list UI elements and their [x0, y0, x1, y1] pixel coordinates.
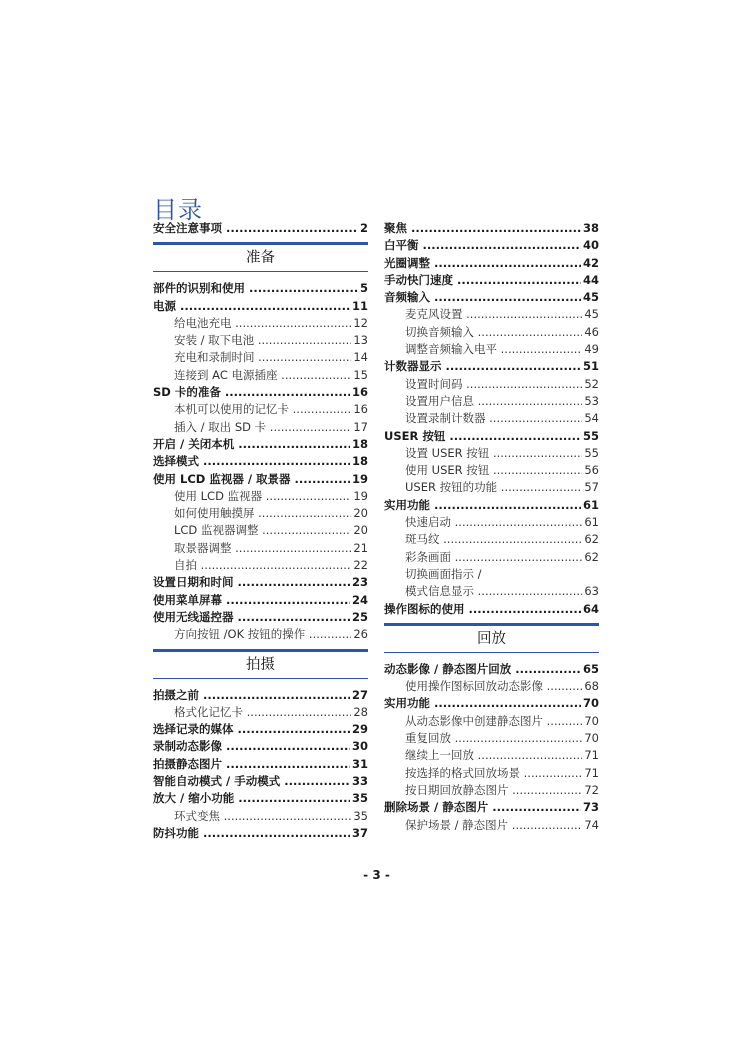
toc-entry-page: 68	[582, 678, 599, 695]
toc-entry[interactable]	[384, 255, 599, 272]
toc-entry-page: 13	[351, 332, 368, 349]
toc-entry-title: 如何使用触摸屏 .....	[174, 505, 368, 522]
toc-entry-page: 52	[582, 376, 599, 393]
toc-entry[interactable]	[153, 367, 368, 384]
toc-entry[interactable]	[153, 773, 368, 790]
toc-entry[interactable]	[153, 298, 368, 315]
toc-column-left	[153, 220, 368, 842]
toc-entry-page: 18	[350, 453, 368, 470]
toc-entry[interactable]	[384, 601, 599, 618]
toc-entry-title: 使用 LCD 监视器 .....	[174, 488, 368, 505]
toc-entry-title: 按选择的格式回放场景 .....	[405, 765, 599, 782]
toc-entry[interactable]	[153, 540, 368, 557]
toc-entry-page: 38	[581, 220, 599, 237]
toc-entry[interactable]	[384, 324, 599, 341]
section-heading: 拍摄	[153, 649, 368, 679]
toc-entry[interactable]	[153, 436, 368, 453]
toc-entry-title: 设置时间码 .....	[405, 376, 599, 393]
toc-entry[interactable]	[384, 220, 599, 237]
toc-entry-page: 55	[582, 445, 599, 462]
toc-entry-page: 26	[351, 626, 368, 643]
toc-entry-page: 16	[351, 401, 368, 418]
toc-entry-title: 方向按钮 /OK 按钮的操作 .....	[174, 626, 368, 643]
toc-entry-page: 44	[581, 272, 599, 289]
toc-entry[interactable]	[384, 428, 599, 445]
toc-entry-page: 70	[581, 695, 599, 712]
toc-entry[interactable]	[384, 765, 599, 782]
toc-entry[interactable]	[153, 738, 368, 755]
toc-entry-page: 20	[351, 505, 368, 522]
toc-entry[interactable]	[153, 687, 368, 704]
toc-entry-page: 33	[350, 773, 368, 790]
toc-entry[interactable]	[384, 272, 599, 289]
toc-entry-page: 61	[581, 497, 599, 514]
toc-entry-title: 选择模式 .....	[153, 453, 368, 470]
toc-entry[interactable]	[153, 471, 368, 488]
toc-entry-title: 充电和录制时间 .....	[174, 349, 368, 366]
toc-entry-page: 21	[351, 540, 368, 557]
toc-entry-title: 智能自动模式 / 手动模式 .....	[153, 773, 368, 790]
toc-entry[interactable]	[384, 531, 599, 548]
toc-entry[interactable]	[384, 358, 599, 375]
toc-entry-page: 35	[351, 808, 368, 825]
toc-entry-page: 22	[351, 557, 368, 574]
toc-entry-title: 斑马纹 .....	[405, 531, 599, 548]
toc-entry-title: 电源 .....	[153, 298, 368, 315]
toc-entry-title: 自拍 .....	[174, 557, 368, 574]
toc-entry-title: 给电池充电 .....	[174, 315, 368, 332]
toc-entry[interactable]	[384, 462, 599, 479]
toc-entry[interactable]	[153, 349, 368, 366]
toc-entry[interactable]	[153, 384, 368, 401]
toc-entry[interactable]	[384, 306, 599, 323]
toc-entry[interactable]	[153, 488, 368, 505]
toc-entry-title: 本机可以使用的记忆卡 .....	[174, 401, 368, 418]
toc-entry-title: 连接到 AC 电源插座 .....	[174, 367, 368, 384]
toc-entry-title: 计数器显示 .....	[384, 358, 599, 375]
toc-entry-page: 17	[351, 419, 368, 436]
toc-entry[interactable]	[153, 756, 368, 773]
toc-entry-title: 拍摄静态图片 .....	[153, 756, 368, 773]
toc-entry-title: 重复回放 .....	[405, 730, 599, 747]
toc-entry[interactable]	[384, 747, 599, 764]
toc-entry[interactable]	[384, 566, 599, 583]
toc-entry[interactable]	[153, 453, 368, 470]
toc-entry-page: 49	[582, 341, 599, 358]
toc-entry[interactable]	[153, 626, 368, 643]
toc-entry-title: 删除场景 / 静态图片 .....	[384, 799, 599, 816]
toc-entry-title: 环式变焦 .....	[174, 808, 368, 825]
toc-entry[interactable]	[384, 817, 599, 834]
toc-entry-page: 61	[582, 514, 599, 531]
toc-entry-page: 54	[582, 410, 599, 427]
toc-entry[interactable]	[384, 341, 599, 358]
toc-entry-title: 切换音频输入 .....	[405, 324, 599, 341]
toc-entry[interactable]	[384, 514, 599, 531]
toc-entry[interactable]	[153, 592, 368, 609]
toc-entry[interactable]	[384, 549, 599, 566]
toc-entry-title: 安全注意事项 .....	[153, 220, 368, 237]
toc-entry[interactable]	[384, 479, 599, 496]
toc-entry-title: 麦克风设置 .....	[405, 306, 599, 323]
toc-entry-title: 部件的识别和使用 .....	[153, 280, 368, 297]
toc-entry-title: 放大 / 缩小功能 .....	[153, 790, 368, 807]
toc-entry[interactable]	[153, 808, 368, 825]
toc-entry-title: 聚焦 .....	[384, 220, 599, 237]
toc-entry-title: 快速启动 .....	[405, 514, 599, 531]
toc-entry-title: 使用操作图标回放动态影像 .....	[405, 678, 599, 695]
toc-entry-page: 5	[358, 280, 368, 297]
toc-entry-page: 45	[581, 289, 599, 306]
toc-entry[interactable]	[153, 280, 368, 297]
toc-entry-page: 24	[350, 592, 368, 609]
toc-entry-title: 从动态影像中创建静态图片 .....	[405, 713, 599, 730]
toc-entry-title: 设置用户信息 .....	[405, 393, 599, 410]
toc-entry-page: 14	[351, 349, 368, 366]
toc-entry-title: 使用 LCD 监视器 / 取景器 .....	[153, 471, 368, 488]
page-title: 目录	[153, 196, 203, 224]
toc-entry[interactable]	[384, 782, 599, 799]
page-number: - 3 -	[363, 868, 390, 882]
toc-entry-page: 18	[350, 436, 368, 453]
toc-entry[interactable]	[384, 695, 599, 712]
toc-entry[interactable]	[384, 376, 599, 393]
toc-entry-title: 插入 / 取出 SD 卡 .....	[174, 419, 368, 436]
toc-entry[interactable]	[153, 505, 368, 522]
toc-entry-page: 11	[350, 298, 368, 315]
toc-entry[interactable]	[153, 419, 368, 436]
toc-entry-title: 调整音频输入电平 .....	[405, 341, 599, 358]
toc-entry-title: 白平衡 .....	[384, 237, 599, 254]
toc-entry-title: 实用功能 .....	[384, 497, 599, 514]
toc-entry-page: 42	[581, 255, 599, 272]
toc-entry-title: 格式化记忆卡 .....	[174, 704, 368, 721]
section-heading: 回放	[384, 623, 599, 653]
toc-entry-page: 46	[582, 324, 599, 341]
toc-entry-title: 继续上一回放 .....	[405, 747, 599, 764]
toc-entry[interactable]	[153, 557, 368, 574]
toc-entry[interactable]	[384, 289, 599, 306]
toc-entry-page: 28	[351, 704, 368, 721]
toc-entry[interactable]	[153, 609, 368, 626]
toc-entry-page: 37	[350, 825, 368, 842]
toc-entry-title: 录制动态影像 .....	[153, 738, 368, 755]
toc-entry-title: SD 卡的准备 .....	[153, 384, 368, 401]
toc-entry-title: 使用 USER 按钮 .....	[405, 462, 599, 479]
toc-entry-title: 设置 USER 按钮 .....	[405, 445, 599, 462]
toc-entry-title: USER 按钮 .....	[384, 428, 599, 445]
toc-entry-page: 12	[351, 315, 368, 332]
toc-entry-title: 手动快门速度 .....	[384, 272, 599, 289]
toc-entry-title: 动态影像 / 静态图片回放 .....	[384, 661, 599, 678]
toc-entry-title: 模式信息显示 .....	[405, 583, 599, 600]
toc-entry-page: 25	[350, 609, 368, 626]
toc-entry[interactable]	[153, 574, 368, 591]
toc-entry-title: 保护场景 / 静态图片 .....	[405, 817, 599, 834]
toc-entry-title: 彩条画面 .....	[405, 549, 599, 566]
toc-entry[interactable]	[384, 410, 599, 427]
toc-entry[interactable]	[384, 237, 599, 254]
toc-entry-title: 选择记录的媒体 .....	[153, 721, 368, 738]
toc-entry-page: 73	[581, 799, 599, 816]
toc-entry-page: 64	[581, 601, 599, 618]
toc-entry-page: 55	[581, 428, 599, 445]
toc-entry-title: LCD 监视器调整 .....	[174, 522, 368, 539]
toc-entry-page: 53	[582, 393, 599, 410]
toc-entry-title: 实用功能 .....	[384, 695, 599, 712]
toc-entry-title: 取景器调整 .....	[174, 540, 368, 557]
toc-entry[interactable]	[153, 220, 368, 237]
toc-entry-title: 设置日期和时间 .....	[153, 574, 368, 591]
toc-entry[interactable]	[153, 332, 368, 349]
toc-entry[interactable]	[384, 678, 599, 695]
toc-entry-title: 光圈调整 .....	[384, 255, 599, 272]
section-heading: 准备	[153, 242, 368, 272]
toc-entry-page: 29	[350, 721, 368, 738]
toc-entry-page: 56	[582, 462, 599, 479]
toc-entry[interactable]	[153, 401, 368, 418]
toc-entry-page: 51	[581, 358, 599, 375]
toc-entry-page: 65	[581, 661, 599, 678]
toc-entry-page: 74	[582, 817, 599, 834]
toc-entry[interactable]	[384, 393, 599, 410]
toc-entry-page: 71	[582, 765, 599, 782]
toc-entry-page: 31	[350, 756, 368, 773]
toc-entry[interactable]	[153, 825, 368, 842]
toc-entry[interactable]	[153, 790, 368, 807]
toc-entry[interactable]	[384, 497, 599, 514]
toc-entry-page: 16	[350, 384, 368, 401]
toc-entry[interactable]	[384, 661, 599, 678]
toc-entry[interactable]	[153, 315, 368, 332]
toc-entry[interactable]	[153, 721, 368, 738]
toc-entry-page: 2	[358, 220, 368, 237]
toc-column-right	[384, 220, 599, 834]
toc-entry-page: 20	[351, 522, 368, 539]
toc-entry-title: 使用菜单屏幕 .....	[153, 592, 368, 609]
toc-entry-page: 19	[350, 471, 368, 488]
toc-entry[interactable]	[153, 522, 368, 539]
toc-entry-title: 设置录制计数器 .....	[405, 410, 599, 427]
toc-entry[interactable]	[153, 704, 368, 721]
toc-entry[interactable]	[384, 713, 599, 730]
toc-entry-page: 45	[582, 306, 599, 323]
toc-entry-title: 使用无线遥控器 .....	[153, 609, 368, 626]
toc-entry-page: 71	[582, 747, 599, 764]
toc-entry-title: 安装 / 取下电池 .....	[174, 332, 368, 349]
toc-entry-page: 15	[351, 367, 368, 384]
toc-entry-title: 操作图标的使用 .....	[384, 601, 599, 618]
toc-entry-page: 72	[582, 782, 599, 799]
toc-entry-page: 40	[581, 237, 599, 254]
toc-entry[interactable]	[384, 799, 599, 816]
toc-entry[interactable]	[384, 445, 599, 462]
toc-entry-page: 63	[582, 583, 599, 600]
toc-entry-page: 19	[351, 488, 368, 505]
toc-entry-page: 57	[582, 479, 599, 496]
toc-entry-title: 按日期回放静态图片 .....	[405, 782, 599, 799]
toc-entry-title: USER 按钮的功能 .....	[405, 479, 599, 496]
toc-entry-page: 70	[582, 730, 599, 747]
toc-entry-page: 27	[350, 687, 368, 704]
toc-entry-page: 62	[582, 531, 599, 548]
toc-entry[interactable]	[384, 730, 599, 747]
toc-entry-page: 62	[582, 549, 599, 566]
toc-entry[interactable]	[384, 583, 599, 600]
toc-entry-title: 防抖功能 .....	[153, 825, 368, 842]
toc-entry-page: 35	[350, 790, 368, 807]
toc-entry-title: 音频输入 .....	[384, 289, 599, 306]
toc-entry-title: 开启 / 关闭本机 .....	[153, 436, 368, 453]
toc-entry-title: 拍摄之前 .....	[153, 687, 368, 704]
toc-entry-page: 30	[350, 738, 368, 755]
toc-entry-page: 70	[582, 713, 599, 730]
toc-entry-title: 切换画面指示 /	[405, 566, 482, 581]
toc-entry-page: 23	[350, 574, 368, 591]
